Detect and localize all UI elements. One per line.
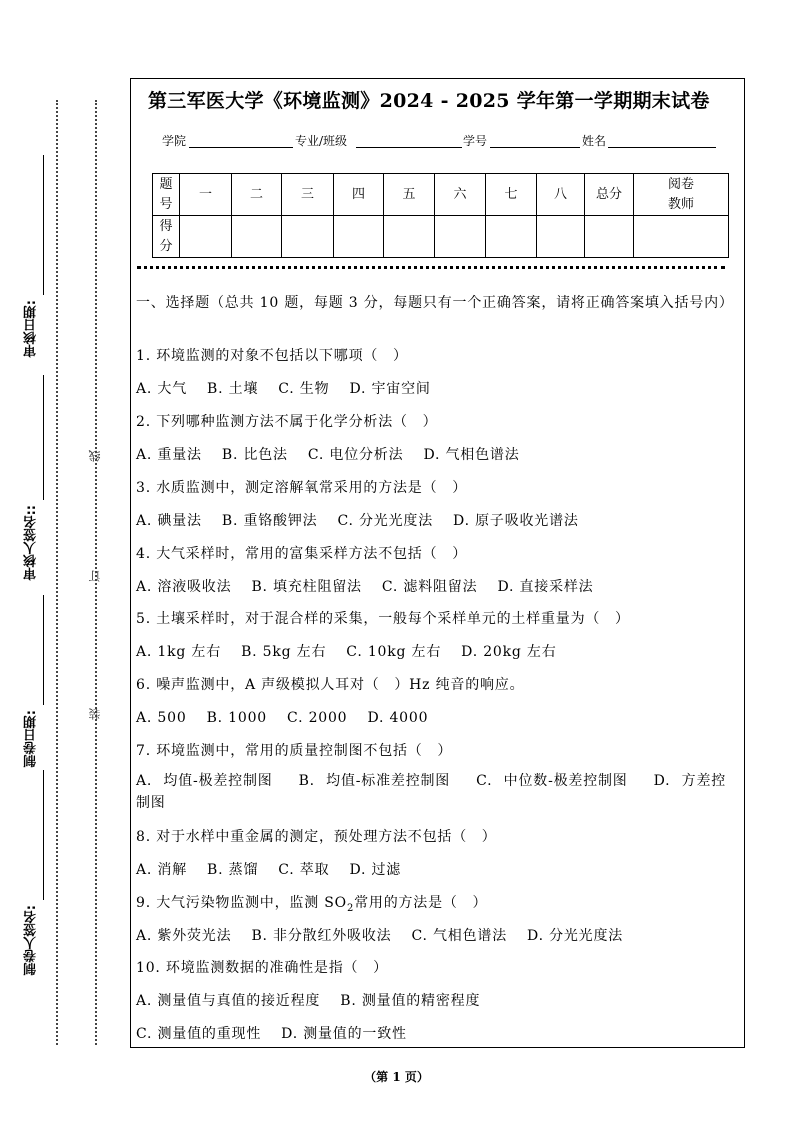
question-6: 6. 噪声监测中，A 声级模拟人耳对（ ）Hz 纯音的响应。 [136,677,525,693]
reviewer-sign-label: 审核人签名:: [24,505,39,581]
question-3: 3. 水质监测中，测定溶解氧常采用的方法是（ ） [136,480,468,496]
question-10: 10. 环境监测数据的准确性是指（ ） [136,960,388,976]
options-10-line1: A. 测量值与真值的接近程度 B. 测量值的精密程度 [136,993,481,1009]
col-1: 一 [180,174,232,216]
score-cell[interactable] [232,216,282,258]
page-number: （第 1 页） [364,1070,429,1084]
section1-header: 一、选择题（总共 10 题，每题 3 分，每题只有一个正确答案，请将正确答案填入括号内） [136,295,734,311]
field-name-line[interactable] [608,147,716,148]
col-2: 二 [232,174,282,216]
col-7: 七 [486,174,537,216]
reviewer-sign-line [43,375,44,500]
col-3: 三 [282,174,334,216]
question-1: 1. 环境监测的对象不包括以下哪项（ ） [136,348,408,364]
options-4: A. 溶液吸收法 B. 填充柱阻留法 C. 滤料阻留法 D. 直接采样法 [136,579,594,595]
score-cell[interactable] [585,216,634,258]
options-9: A. 紫外荧光法 B. 非分散红外吸收法 C. 气相色谱法 D. 分光光度法 [136,928,624,944]
score-cell[interactable] [282,216,334,258]
col-total: 总分 [585,174,634,216]
field-student-id-line[interactable] [490,147,580,148]
question-8: 8. 对于水样中重金属的测定，预处理方法不包括（ ） [136,829,497,845]
col-reviewer: 阅卷 教师 [634,174,729,216]
binding-dotted-line-outer [56,100,58,1045]
binding-mark-ding: 订 [88,570,102,582]
col-6: 六 [435,174,486,216]
options-10-line2: C. 测量值的重现性 D. 测量值的一致性 [136,1026,407,1042]
question-9-post: 常用的方法是（ ） [354,895,488,911]
score-cell[interactable] [435,216,486,258]
score-cell[interactable] [180,216,232,258]
score-cell[interactable] [634,216,729,258]
review-date-line [43,155,44,295]
col-5: 五 [384,174,435,216]
field-major-class-line[interactable] [356,147,462,148]
field-name: 姓名 [582,134,607,148]
options-3: A. 碘量法 B. 重铬酸钾法 C. 分光光度法 D. 原子吸收光谱法 [136,513,579,529]
options-7: A. 均值-极差控制图 B. 均值-标准差控制图 C. 中位数-极差控制图 D. 方差控制图 [136,773,727,811]
score-cell[interactable] [486,216,537,258]
question-2: 2. 下列哪种监测方法不属于化学分析法（ ） [136,414,438,430]
binding-mark-line: 线 [88,450,102,462]
question-7: 7. 环境监测中，常用的质量控制图不包括（ ） [136,743,453,759]
question-4: 4. 大气采样时，常用的富集采样方法不包括（ ） [136,546,468,562]
score-cell[interactable] [384,216,435,258]
options-6: A. 500 B. 1000 C. 2000 D. 4000 [136,710,429,726]
score-cell[interactable] [537,216,585,258]
review-date-label: 审核日期: [24,300,39,358]
binding-mark-zhuang: 装 [88,708,102,720]
row-label-question: 题 号 [153,174,180,216]
options-2: A. 重量法 B. 比色法 C. 电位分析法 D. 气相色谱法 [136,447,520,463]
make-date-label: 制卷日期: [24,710,39,768]
question-9 [136,892,487,914]
col-4: 四 [334,174,384,216]
options-1: A. 大气 B. 土壤 C. 生物 D. 宇宙空间 [136,381,431,397]
field-student-id: 学号 [463,134,488,148]
question-9-sub: 2 [346,902,355,914]
options-5: A. 1kg 左右 B. 5kg 左右 C. 10kg 左右 D. 20kg 左右 [136,644,557,660]
maker-sign-label: 制卷人签名: [24,905,39,976]
field-college-line[interactable] [189,147,293,148]
maker-sign-line [43,770,44,900]
col-8: 八 [537,174,585,216]
question-5: 5. 土壤采样时，对于混合样的采集，一般每个采样单元的土样重量为（ ） [136,611,630,627]
exam-title: 第三军医大学《环境监测》2024 - 2025 学年第一学期期末试卷 [148,90,710,112]
make-date-line [43,595,44,705]
field-college: 学院 [162,134,187,148]
section-divider [137,266,725,269]
field-major-class: 专业/班级 [295,134,348,148]
row-label-score: 得 分 [153,216,180,258]
question-9-pre: 9. 大气污染物监测中，监测 SO [136,895,347,911]
options-8: A. 消解 B. 蒸馏 C. 萃取 D. 过滤 [136,862,402,878]
score-table [152,173,729,258]
score-cell[interactable] [334,216,384,258]
